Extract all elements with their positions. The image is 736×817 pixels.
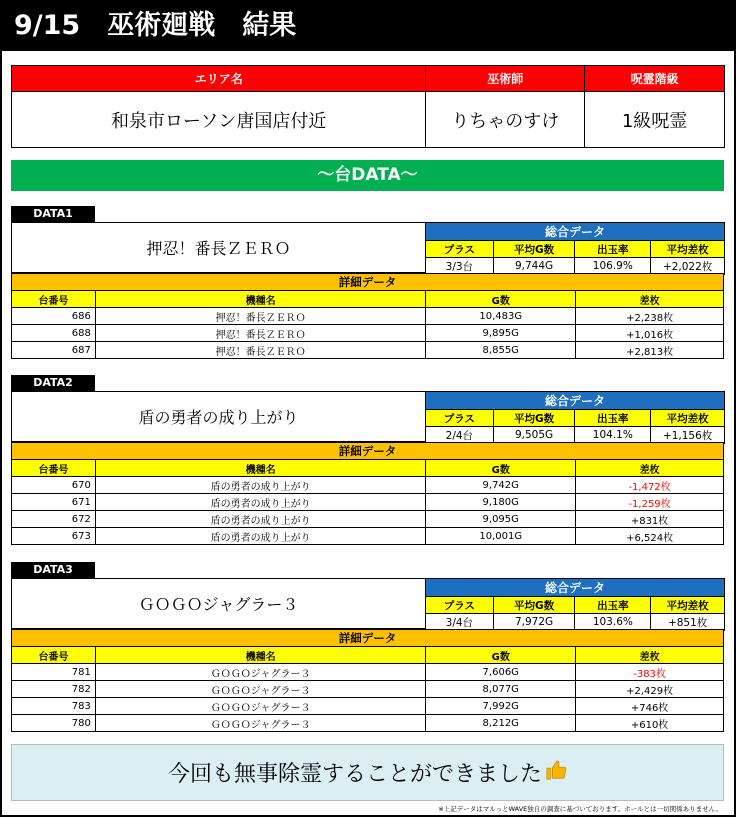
medal-diff: +2,813枚 <box>576 342 724 359</box>
summary-header: 平均G数 <box>493 410 575 427</box>
column-header: 機種名 <box>95 647 425 664</box>
game-count: 8,855G <box>426 342 576 359</box>
rank-header: 呪霊階級 <box>585 66 725 92</box>
summary-title: 総合データ <box>426 579 725 597</box>
summary-header: 平均G数 <box>493 597 575 614</box>
medal-diff: -1,472枚 <box>576 477 724 494</box>
summary-header: 平均差枚 <box>651 597 725 614</box>
medal-diff: +746枚 <box>576 698 724 715</box>
machine-number: 782 <box>12 681 96 698</box>
game-count: 10,483G <box>426 308 576 325</box>
summary-header: 平均差枚 <box>651 410 725 427</box>
machine-type: ＧＯＧＯジャグラー３ <box>95 681 425 698</box>
column-header: 機種名 <box>95 291 425 308</box>
shaman-header: 巫術師 <box>426 66 585 92</box>
details-title: 詳細データ <box>12 274 724 291</box>
section-title: ～台DATA～ <box>11 160 724 191</box>
machine-type: ＧＯＧＯジャグラー３ <box>95 664 425 681</box>
medal-diff: +6,524枚 <box>576 528 724 545</box>
machine-type: ＧＯＧＯジャグラー３ <box>95 698 425 715</box>
machine-type: 押忍！番長ＺＥＲＯ <box>95 308 425 325</box>
machine-number: 688 <box>12 325 96 342</box>
summary-title: 総合データ <box>426 392 725 410</box>
table-row <box>12 698 724 715</box>
area-value: 和泉市ローソン唐国店付近 <box>12 92 426 148</box>
summary-value: +2,022枚 <box>651 258 725 275</box>
shaman-value: りちゃのすけ <box>426 92 585 148</box>
footnote: ※上記データはマルっとWAVE独自の調査に基づいております。ホールとは一切関係ありません。 <box>438 805 722 813</box>
medal-diff: +2,429枚 <box>576 681 724 698</box>
table-row <box>12 528 724 545</box>
medal-diff: +831枚 <box>576 511 724 528</box>
summary-title: 総合データ <box>426 223 725 241</box>
summary-header: 平均差枚 <box>651 241 725 258</box>
summary-value: 3/3台 <box>426 258 494 275</box>
summary-header: 出玉率 <box>575 597 651 614</box>
table-row <box>12 308 724 325</box>
machine-number: 686 <box>12 308 96 325</box>
summary-header: 出玉率 <box>575 410 651 427</box>
column-header: 差枚 <box>576 291 724 308</box>
summary-table <box>425 391 725 444</box>
game-count: 7,606G <box>426 664 576 681</box>
summary-header: プラス <box>426 241 494 258</box>
table-row <box>12 477 724 494</box>
machine-number: 672 <box>12 511 96 528</box>
game-count: 8,077G <box>426 681 576 698</box>
summary-value: 3/4台 <box>426 614 494 631</box>
details-table <box>11 442 724 545</box>
summary-value: 2/4台 <box>426 427 494 444</box>
column-header: 台番号 <box>12 647 96 664</box>
summary-table <box>425 578 725 631</box>
summary-value: 7,972G <box>493 614 575 631</box>
table-row <box>12 342 724 359</box>
machine-number: 783 <box>12 698 96 715</box>
area-info-table <box>11 65 725 148</box>
summary-value: +851枚 <box>651 614 725 631</box>
table-row <box>12 511 724 528</box>
data-label: DATA3 <box>11 562 95 578</box>
summary-header: 平均G数 <box>493 241 575 258</box>
details-title: 詳細データ <box>12 443 724 460</box>
game-count: 9,095G <box>426 511 576 528</box>
table-row <box>12 325 724 342</box>
result-message: 今回も無事除霊することができました <box>167 762 542 787</box>
machine-type: 盾の勇者の成り上がり <box>95 528 425 545</box>
machine-name: 盾の勇者の成り上がり <box>11 391 426 442</box>
summary-header: プラス <box>426 597 494 614</box>
summary-header: 出玉率 <box>575 241 651 258</box>
game-count: 10,001G <box>426 528 576 545</box>
machine-type: 押忍！番長ＺＥＲＯ <box>95 325 425 342</box>
details-table <box>11 629 724 732</box>
details-table <box>11 273 724 359</box>
summary-value: 103.6% <box>575 614 651 631</box>
medal-diff: -1,259枚 <box>576 494 724 511</box>
machine-type: 盾の勇者の成り上がり <box>95 477 425 494</box>
machine-type: 盾の勇者の成り上がり <box>95 494 425 511</box>
machine-number: 780 <box>12 715 96 732</box>
column-header: 機種名 <box>95 460 425 477</box>
game-count: 9,180G <box>426 494 576 511</box>
column-header: 台番号 <box>12 460 96 477</box>
summary-table <box>425 222 725 275</box>
machine-type: 押忍！番長ＺＥＲＯ <box>95 342 425 359</box>
machine-name: ＧＯＧＯジャグラー３ <box>11 578 426 629</box>
summary-value: 104.1% <box>575 427 651 444</box>
machine-number: 687 <box>12 342 96 359</box>
column-header: 台番号 <box>12 291 96 308</box>
column-header: 差枚 <box>576 647 724 664</box>
data-label: DATA1 <box>11 206 95 222</box>
table-row <box>12 681 724 698</box>
summary-value: 106.9% <box>575 258 651 275</box>
medal-diff: +610枚 <box>576 715 724 732</box>
data-label: DATA2 <box>11 375 95 391</box>
machine-type: ＧＯＧＯジャグラー３ <box>95 715 425 732</box>
thumbs-up-icon <box>545 759 567 786</box>
column-header: 差枚 <box>576 460 724 477</box>
result-message-box <box>11 744 724 801</box>
game-count: 9,895G <box>426 325 576 342</box>
rank-value: 1級呪霊 <box>585 92 725 148</box>
column-header: G数 <box>426 460 576 477</box>
summary-value: +1,156枚 <box>651 427 725 444</box>
summary-value: 9,744G <box>493 258 575 275</box>
table-row <box>12 715 724 732</box>
table-row <box>12 664 724 681</box>
medal-diff: +2,238枚 <box>576 308 724 325</box>
machine-number: 673 <box>12 528 96 545</box>
machine-number: 670 <box>12 477 96 494</box>
machine-number: 671 <box>12 494 96 511</box>
game-count: 7,992G <box>426 698 576 715</box>
machine-type: 盾の勇者の成り上がり <box>95 511 425 528</box>
game-count: 8,212G <box>426 715 576 732</box>
table-row <box>12 494 724 511</box>
summary-header: プラス <box>426 410 494 427</box>
details-title: 詳細データ <box>12 630 724 647</box>
page-title: 9/15 巫術廻戦 結果 <box>0 0 736 51</box>
game-count: 9,742G <box>426 477 576 494</box>
machine-number: 781 <box>12 664 96 681</box>
medal-diff: -383枚 <box>576 664 724 681</box>
summary-value: 9,505G <box>493 427 575 444</box>
area-header: エリア名 <box>12 66 426 92</box>
machine-name: 押忍！番長ＺＥＲＯ <box>11 222 426 273</box>
medal-diff: +1,016枚 <box>576 325 724 342</box>
column-header: G数 <box>426 647 576 664</box>
column-header: G数 <box>426 291 576 308</box>
